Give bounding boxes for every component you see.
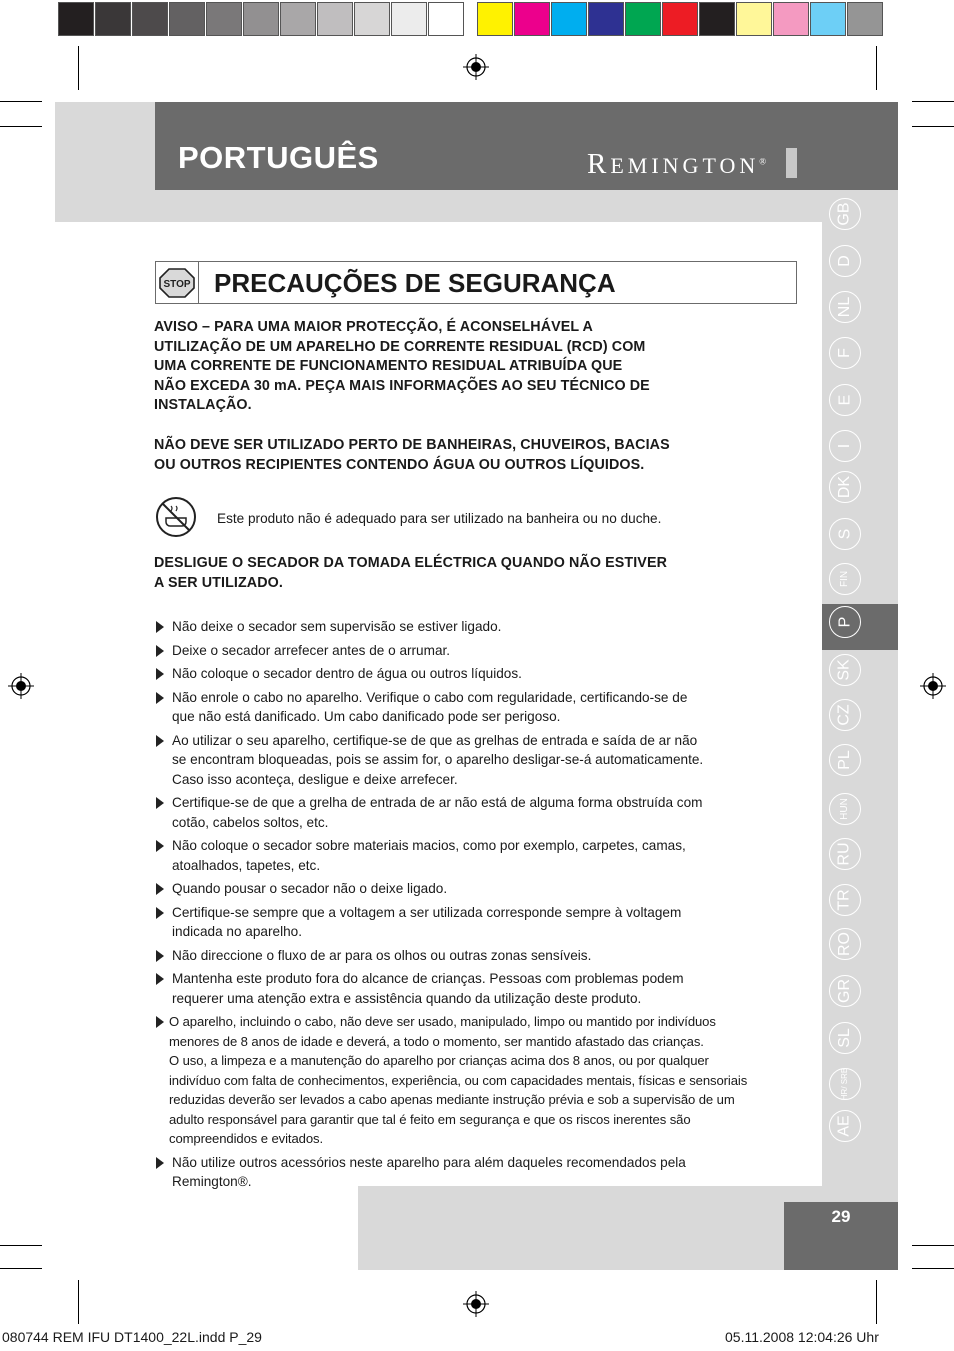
list-item: Mantenha este produto fora do alcance de crianças. Pessoas com problemas podem requerer uma atenção extra e assistência quando da utilização deste produto. <box>154 969 822 1008</box>
language-tab-s[interactable]: S <box>829 518 861 550</box>
svg-text:STOP: STOP <box>162 278 191 290</box>
calibration-swatch <box>428 2 464 36</box>
language-tab-f[interactable]: F <box>829 337 861 369</box>
bullet-triangle-icon <box>156 840 164 852</box>
language-tab-sl[interactable]: SL <box>829 1022 861 1054</box>
calibration-swatch <box>514 2 550 36</box>
registration-mark-icon <box>463 54 489 80</box>
calibration-swatch <box>477 2 513 36</box>
footer-timestamp: 05.11.2008 12:04:26 Uhr <box>725 1329 879 1345</box>
stop-icon-box <box>155 261 199 304</box>
bullet-triangle-icon <box>156 668 164 680</box>
calibration-swatch <box>551 2 587 36</box>
list-item: Não coloque o secador sobre materiais macios, como por exemplo, carpetes, camas, atoalhados, tapetes, etc. <box>154 836 822 875</box>
calibration-swatch <box>58 2 94 36</box>
calibration-swatch <box>391 2 427 36</box>
language-tab-ro[interactable]: RO <box>829 928 861 960</box>
calibration-swatch <box>95 2 131 36</box>
crop-mark <box>876 46 877 90</box>
registration-mark-icon <box>463 1291 489 1317</box>
bullet-triangle-icon <box>156 621 164 633</box>
list-item: Certifique-se sempre que a voltagem a ser utilizada corresponde sempre à voltagem indicada no aparelho. <box>154 903 822 942</box>
brand-logo: REMINGTON® <box>587 148 767 180</box>
language-tab-gr[interactable]: GR <box>829 975 861 1007</box>
language-tab-nl[interactable]: NL <box>829 291 861 323</box>
page-number: 29 <box>784 1202 898 1270</box>
language-tab-sk[interactable]: SK <box>829 654 861 686</box>
language-tab-d[interactable]: D <box>829 245 861 277</box>
language-tab-p[interactable]: P <box>829 606 861 638</box>
crop-mark <box>0 101 42 102</box>
calibration-swatch <box>280 2 316 36</box>
bullet-triangle-icon <box>156 973 164 985</box>
footer-file-name: 080744 REM IFU DT1400_22L.indd P_29 <box>2 1329 262 1345</box>
list-item: O aparelho, incluindo o cabo, não deve ser usado, manipulado, limpo ou mantido por indivíduos menores de 8 anos de idade e deverá, a todo o momento, ser mantido afastado das crianças. O uso, a limpeza e a manutenção do aparelho por crianças acima dos 8 anos, ou por qualquer indivíduo com falta de conhecimentos, experiência, ou com capacidades mentais, físicas e sensoriais reduzidas deverão ser levados a cabo apenas mediante instrução prévia e sob a supervisão de um adulto responsável para garantir que tal é feito em segurança e que os riscos inerentes são compreendidos e evitados. <box>154 1012 822 1149</box>
crop-mark <box>0 126 42 127</box>
calibration-swatch <box>206 2 242 36</box>
calibration-swatch <box>243 2 279 36</box>
calibration-swatch <box>773 2 809 36</box>
water-warning: NÃO DEVE SER UTILIZADO PERTO DE BANHEIRAS, CHUVEIROS, BACIAS OU OUTROS RECIPIENTES CONTENDO ÁGUA OU OUTROS LÍQUIDOS. <box>154 437 670 473</box>
safety-bullet-list <box>154 617 822 1196</box>
header-gray-strip <box>155 190 898 222</box>
list-item: Não direccione o fluxo de ar para os olhos ou outras zonas sensíveis. <box>154 946 822 966</box>
section-title: PRECAUÇÕES DE SEGURANÇA <box>214 268 616 298</box>
calibration-swatch <box>736 2 772 36</box>
calibration-swatch <box>625 2 661 36</box>
list-item: Não enrole o cabo no aparelho. Verifique o cabo com regularidade, certificando-se de que não está danificado. Um cabo danificado pode ser perigoso. <box>154 688 822 727</box>
language-tab-pl[interactable]: PL <box>829 744 861 776</box>
bullet-triangle-icon <box>156 883 164 895</box>
rcd-warning: AVISO – PARA UMA MAIOR PROTECÇÃO, É ACONSELHÁVEL A UTILIZAÇÃO DE UM APARELHO DE CORRENTE RESIDUAL (RCD) COM UMA CORRENTE DE FUNCIONAMENTO RESIDUAL ATRIBUÍDA QUE NÃO EXCEDA 30 mA. PEÇA MAIS INFORMAÇÕES AO SEU TÉCNICO DE INSTALAÇÃO. <box>154 319 650 413</box>
bullet-triangle-icon <box>156 645 164 657</box>
bullet-triangle-icon <box>156 950 164 962</box>
calibration-swatch <box>169 2 205 36</box>
no-bath-icon <box>155 496 197 538</box>
crop-mark <box>0 1245 42 1246</box>
language-tab-tr[interactable]: TR <box>829 884 861 916</box>
bath-note: Este produto não é adequado para ser utilizado na banheira ou no duche. <box>217 511 662 526</box>
registration-mark-icon <box>8 673 34 699</box>
list-item: Quando pousar o secador não o deixe ligado. <box>154 879 822 899</box>
crop-mark <box>78 46 79 90</box>
language-tab-hun[interactable]: HUN <box>829 793 861 825</box>
brand-accent-bar <box>786 148 797 178</box>
page-title: PORTUGUÊS <box>178 140 379 175</box>
list-item: Não coloque o secador dentro de água ou outros líquidos. <box>154 664 822 684</box>
language-tab-hrsrb[interactable]: HR/ SRB <box>829 1068 861 1100</box>
calibration-swatch <box>699 2 735 36</box>
language-tab-fin[interactable]: FIN <box>829 563 861 595</box>
crop-mark <box>876 1280 877 1324</box>
list-item: Ao utilizar o seu aparelho, certifique-se de que as grelhas de entrada e saída de ar não se encontram bloqueadas, pois se assim for, o aparelho desligar-se-á automaticamente. Caso isso aconteça, desligue e deixe arrefecer. <box>154 731 822 790</box>
language-tab-ru[interactable]: RU <box>829 838 861 870</box>
calibration-swatch <box>132 2 168 36</box>
calibration-swatch <box>662 2 698 36</box>
bullet-triangle-icon <box>156 797 164 809</box>
list-item: Deixe o secador arrefecer antes de o arrumar. <box>154 641 822 661</box>
bullet-triangle-icon <box>156 735 164 747</box>
calibration-swatch <box>588 2 624 36</box>
crop-mark <box>912 1268 954 1269</box>
crop-mark <box>912 101 954 102</box>
list-item: Certifique-se de que a grelha de entrada de ar não está de alguma forma obstruída com cotão, cabelos soltos, etc. <box>154 793 822 832</box>
list-item: Não deixe o secador sem supervisão se estiver ligado. <box>154 617 822 637</box>
language-tab-dk[interactable]: DK <box>829 471 861 503</box>
color-calibration-strip <box>58 2 884 38</box>
bullet-triangle-icon <box>156 1016 164 1028</box>
crop-mark <box>78 1280 79 1324</box>
language-tab-e[interactable]: E <box>829 384 861 416</box>
calibration-swatch <box>810 2 846 36</box>
crop-mark <box>912 1245 954 1246</box>
calibration-swatch <box>354 2 390 36</box>
stop-icon <box>159 268 195 298</box>
crop-mark <box>912 126 954 127</box>
crop-mark <box>0 1268 42 1269</box>
left-gray-band <box>55 102 155 222</box>
registration-mark-icon <box>920 673 946 699</box>
calibration-swatch <box>317 2 353 36</box>
bullet-triangle-icon <box>156 692 164 704</box>
language-tab-gb[interactable]: GB <box>829 198 861 230</box>
language-tab-ae[interactable]: AE <box>829 1110 861 1142</box>
language-tab-i[interactable]: I <box>829 430 861 462</box>
unplug-warning: DESLIGUE O SECADOR DA TOMADA ELÉCTRICA QUANDO NÃO ESTIVER A SER UTILIZADO. <box>154 555 668 591</box>
bullet-triangle-icon <box>156 907 164 919</box>
list-item: Não utilize outros acessórios neste aparelho para além daqueles recomendados pela Remington®. <box>154 1153 822 1192</box>
language-tab-cz[interactable]: CZ <box>829 699 861 731</box>
bullet-triangle-icon <box>156 1157 164 1169</box>
calibration-swatch <box>847 2 883 36</box>
